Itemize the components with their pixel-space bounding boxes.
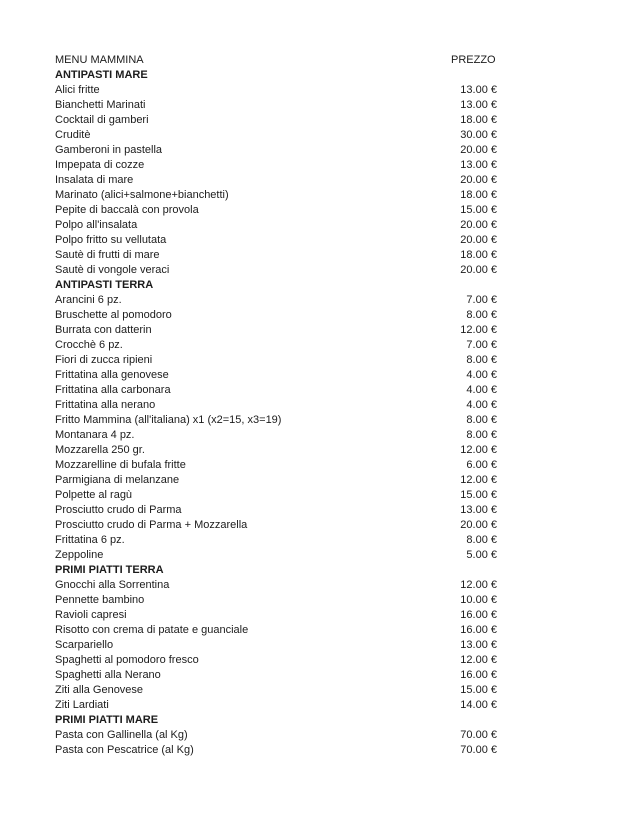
section-title: ANTIPASTI MARE (55, 69, 148, 81)
item-name: Scarpariello (55, 639, 114, 651)
menu-item-row (55, 488, 497, 503)
menu-title: MENU MAMMINA (55, 54, 144, 66)
item-name: Mozzarelline di bufala fritte (55, 459, 186, 471)
item-price: 12.00 € (460, 654, 497, 666)
item-price: 10.00 € (460, 594, 497, 606)
item-name: Arancini 6 pz. (55, 294, 122, 306)
menu-item-row (55, 638, 497, 653)
item-price: 20.00 € (460, 234, 497, 246)
item-price: 15.00 € (460, 204, 497, 216)
menu-item-row (55, 668, 497, 683)
menu-item-row (55, 173, 497, 188)
item-name: Frittatina alla carbonara (55, 384, 171, 396)
item-name: Prosciutto crudo di Parma (55, 504, 182, 516)
item-price: 8.00 € (466, 309, 497, 321)
item-name: Impepata di cozze (55, 159, 145, 171)
menu-item-row (55, 608, 497, 623)
item-name: Cocktail di gamberi (55, 114, 149, 126)
item-name: Pennette bambino (55, 594, 145, 606)
item-price: 20.00 € (460, 264, 497, 276)
item-price: 20.00 € (460, 174, 497, 186)
menu-item-row (55, 743, 497, 758)
item-price: 8.00 € (466, 414, 497, 426)
menu-item-row (55, 233, 497, 248)
item-price: 8.00 € (466, 534, 497, 546)
section-title: ANTIPASTI TERRA (55, 279, 154, 291)
item-name: Pasta con Pescatrice (al Kg) (55, 744, 194, 756)
item-price: 8.00 € (466, 429, 497, 441)
item-price: 5.00 € (466, 549, 497, 561)
menu-item-row (55, 158, 497, 173)
menu-item-row (55, 413, 497, 428)
item-price: 4.00 € (466, 384, 497, 396)
item-price: 30.00 € (460, 129, 497, 141)
item-name: Fritto Mammina (all'italiana) x1 (x2=15, x3=19) (55, 414, 282, 426)
item-price: 12.00 € (460, 444, 497, 456)
item-price: 13.00 € (460, 159, 497, 171)
item-name: Montanara 4 pz. (55, 429, 135, 441)
item-name: Sautè di frutti di mare (55, 249, 160, 261)
item-name: Spaghetti alla Nerano (55, 669, 161, 681)
item-name: Pasta con Gallinella (al Kg) (55, 729, 188, 741)
menu-item-row (55, 248, 497, 263)
section-title: PRIMI PIATTI MARE (55, 714, 159, 726)
item-price: 6.00 € (466, 459, 497, 471)
menu-item-row (55, 653, 497, 668)
menu-item-row (55, 593, 497, 608)
item-name: Bruschette al pomodoro (55, 309, 172, 321)
menu-item-row (55, 428, 497, 443)
item-price: 14.00 € (460, 699, 497, 711)
item-name: Gamberoni in pastella (55, 144, 163, 156)
item-name: Parmigiana di melanzane (55, 474, 180, 486)
item-price: 13.00 € (460, 99, 497, 111)
item-price: 20.00 € (460, 219, 497, 231)
item-price: 13.00 € (460, 639, 497, 651)
item-price: 20.00 € (460, 519, 497, 531)
menu-item-row (55, 263, 497, 278)
item-name: Spaghetti al pomodoro fresco (55, 654, 199, 666)
menu-header-row (55, 53, 497, 68)
item-price: 4.00 € (466, 369, 497, 381)
item-name: Polpo all'insalata (55, 219, 138, 231)
menu-item-row (55, 83, 497, 98)
menu-item-row (55, 533, 497, 548)
item-price: 20.00 € (460, 144, 497, 156)
menu-item-row (55, 458, 497, 473)
item-price: 4.00 € (466, 399, 497, 411)
item-name: Mozzarella 250 gr. (55, 444, 145, 456)
item-price: 18.00 € (460, 189, 497, 201)
menu-document (55, 53, 497, 758)
section-header-row (55, 278, 497, 293)
menu-item-row (55, 698, 497, 713)
item-name: Pepite di baccalà con provola (55, 204, 199, 216)
section-header-row (55, 563, 497, 578)
item-name: Prosciutto crudo di Parma + Mozzarella (55, 519, 248, 531)
menu-body (55, 68, 497, 758)
price-column-header: PREZZO (451, 54, 496, 66)
item-name: Marinato (alici+salmone+bianchetti) (55, 189, 229, 201)
menu-item-row (55, 218, 497, 233)
item-price: 16.00 € (460, 609, 497, 621)
item-name: Polpette al ragù (55, 489, 133, 501)
item-name: Alici fritte (55, 84, 100, 96)
item-price: 18.00 € (460, 114, 497, 126)
item-price: 15.00 € (460, 489, 497, 501)
item-name: Sautè di vongole veraci (55, 264, 170, 276)
menu-item-row (55, 203, 497, 218)
section-title: PRIMI PIATTI TERRA (55, 564, 164, 576)
item-price: 70.00 € (460, 744, 497, 756)
item-price: 12.00 € (460, 324, 497, 336)
menu-item-row (55, 143, 497, 158)
item-price: 13.00 € (460, 84, 497, 96)
item-name: Burrata con datterin (55, 324, 152, 336)
menu-item-row (55, 293, 497, 308)
item-price: 12.00 € (460, 474, 497, 486)
item-price: 8.00 € (466, 354, 497, 366)
section-header-row (55, 68, 497, 83)
menu-item-row (55, 383, 497, 398)
item-name: Frittatina alla nerano (55, 399, 156, 411)
item-name: Zeppoline (55, 549, 104, 561)
item-price: 18.00 € (460, 249, 497, 261)
item-name: Ravioli capresi (55, 609, 127, 621)
menu-item-row (55, 368, 497, 383)
menu-item-row (55, 518, 497, 533)
item-name: Frittatina alla genovese (55, 369, 169, 381)
item-price: 7.00 € (466, 294, 497, 306)
item-name: Cruditè (55, 129, 91, 141)
item-name: Crocchè 6 pz. (55, 339, 123, 351)
menu-item-row (55, 188, 497, 203)
item-name: Fiori di zucca ripieni (55, 354, 153, 366)
item-price: 12.00 € (460, 579, 497, 591)
menu-item-row (55, 683, 497, 698)
item-price: 13.00 € (460, 504, 497, 516)
item-name: Bianchetti Marinati (55, 99, 146, 111)
menu-item-row (55, 473, 497, 488)
item-price: 70.00 € (460, 729, 497, 741)
menu-item-row (55, 98, 497, 113)
item-name: Ziti alla Genovese (55, 684, 144, 696)
item-name: Ziti Lardiati (55, 699, 109, 711)
menu-item-row (55, 353, 497, 368)
section-header-row (55, 713, 497, 728)
menu-item-row (55, 308, 497, 323)
item-name: Insalata di mare (55, 174, 134, 186)
menu-item-row (55, 113, 497, 128)
item-name: Risotto con crema di patate e guanciale (55, 624, 249, 636)
menu-item-row (55, 323, 497, 338)
item-name: Polpo fritto su vellutata (55, 234, 167, 246)
menu-item-row (55, 443, 497, 458)
item-name: Frittatina 6 pz. (55, 534, 125, 546)
menu-item-row (55, 503, 497, 518)
item-price: 7.00 € (466, 339, 497, 351)
menu-item-row (55, 128, 497, 143)
item-price: 16.00 € (460, 669, 497, 681)
menu-item-row (55, 623, 497, 638)
item-name: Gnocchi alla Sorrentina (55, 579, 170, 591)
menu-item-row (55, 548, 497, 563)
item-price: 16.00 € (460, 624, 497, 636)
menu-item-row (55, 398, 497, 413)
menu-item-row (55, 728, 497, 743)
item-price: 15.00 € (460, 684, 497, 696)
menu-item-row (55, 578, 497, 593)
menu-item-row (55, 338, 497, 353)
